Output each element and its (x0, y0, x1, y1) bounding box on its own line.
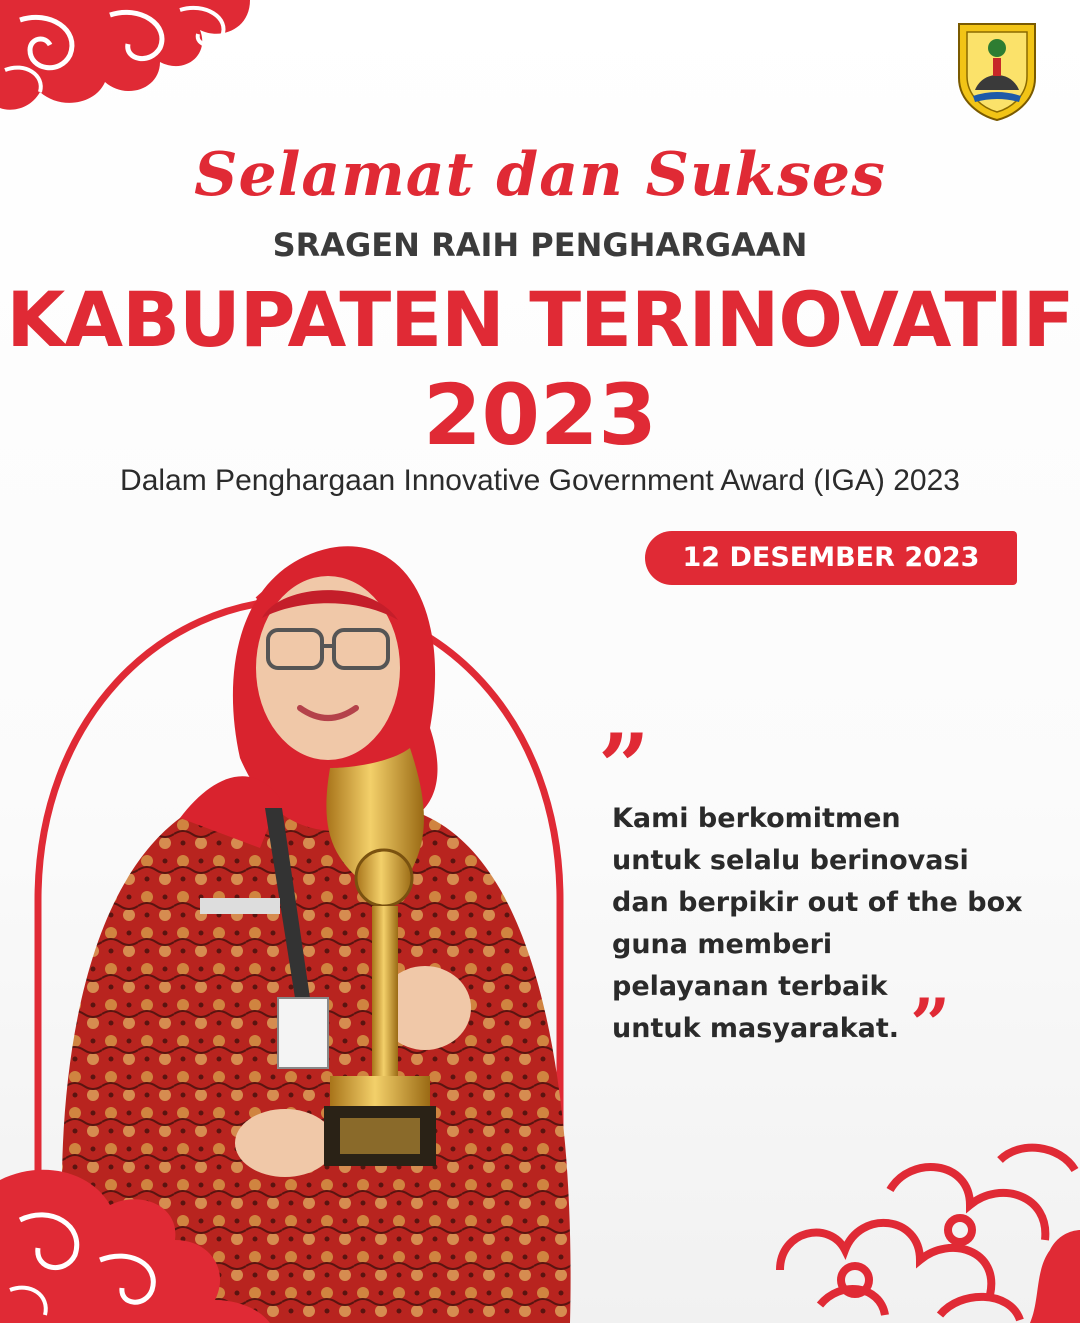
cloud-ornament-bottom-left (0, 1160, 300, 1323)
cloud-ornament-top-left (0, 0, 260, 120)
quote-line: untuk selalu berinovasi (612, 845, 969, 876)
main-title: KABUPATEN TERINOVATIF (6, 275, 1074, 364)
subtitle: SRAGEN RAIH PENGHARGAAN (272, 226, 808, 264)
quote-line: Kami berkomitmen (612, 803, 901, 834)
quote-line: dan berpikir out of the box (612, 887, 1023, 918)
quote-open-mark: ” (598, 714, 650, 820)
quote-line: pelayanan terbaik (612, 971, 888, 1002)
quote-line: untuk masyarakat. (612, 1013, 900, 1044)
cloud-ornament-bottom-right (760, 1130, 1080, 1323)
quote-line: guna memberi (612, 929, 833, 960)
award-year: 2023 (423, 366, 657, 464)
quote-close-mark: ” (910, 983, 951, 1066)
quote-text (612, 798, 1052, 1050)
date-badge: 12 DESEMBER 2023 (645, 531, 1017, 585)
greeting-script-title: Selamat dan Sukses (194, 140, 886, 210)
award-description: Dalam Penghargaan Innovative Government Award (IGA) 2023 (120, 464, 960, 497)
regency-emblem-icon (955, 18, 1039, 122)
